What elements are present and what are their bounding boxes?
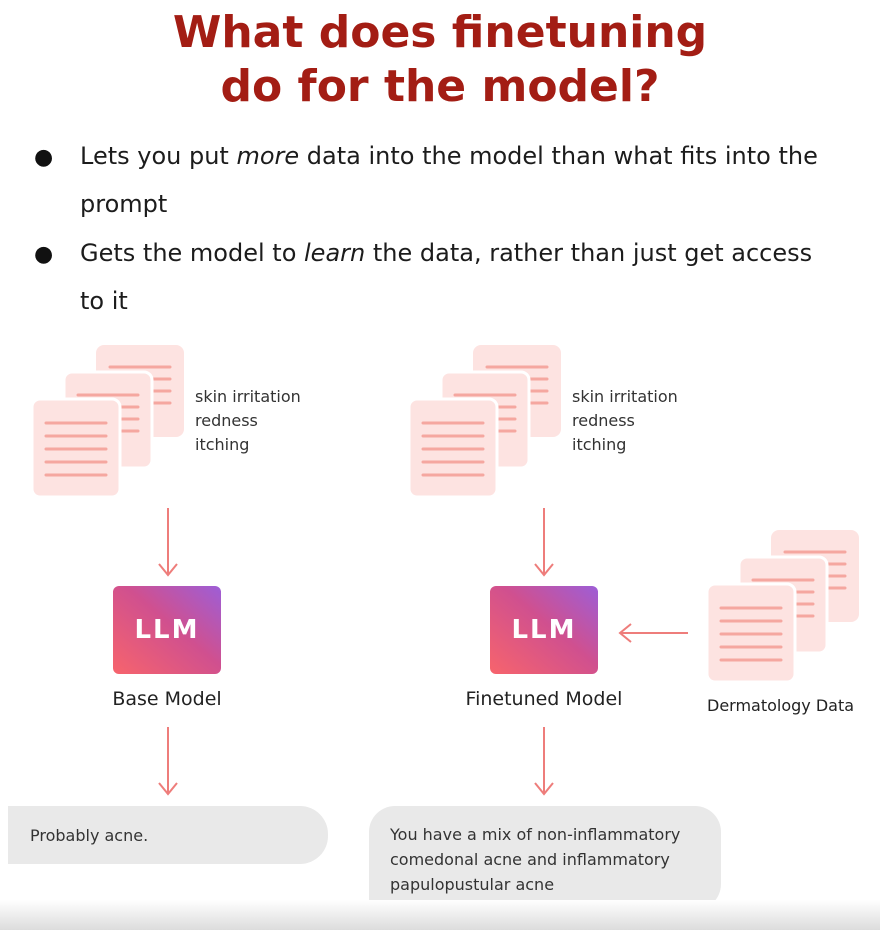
base-input-document-stack-icon <box>32 345 184 497</box>
title-line-1: What does finetuning <box>172 7 708 58</box>
base-output-bubble <box>8 806 328 864</box>
dermatology-data-label: Dermatology Data <box>707 696 855 715</box>
finetuned-input-terms: skin irritation redness itching <box>572 387 678 454</box>
title-line-2: do for the model? <box>220 61 660 112</box>
base-output-text: Probably acne. <box>30 826 149 845</box>
dermatology-data-document-stack-icon <box>707 530 859 682</box>
bullet-2-emphasis: learn <box>304 239 366 267</box>
bullet-dot-2: ● <box>34 242 54 267</box>
down-arrow-icon <box>535 727 553 794</box>
finetuned-llm-box: LLM <box>490 586 598 674</box>
bottom-shade <box>0 900 880 930</box>
bullet-1: Lets you put more data into the model than what fits into the prompt <box>80 142 818 218</box>
bullet-dot-1: ● <box>34 145 54 170</box>
finetuned-output-text: You have a mix of non-inflammatory comedonal acne and inflammatory papulopustular acne <box>390 825 681 894</box>
base-input-terms: skin irritation redness itching <box>195 387 301 454</box>
finetuned-model-label: Finetuned Model <box>465 688 623 710</box>
finetuned-input-document-stack-icon <box>409 345 561 497</box>
left-arrow-icon <box>620 624 688 642</box>
down-arrow-icon <box>159 727 177 794</box>
base-model-label: Base Model <box>112 688 222 710</box>
base-llm-box: LLM <box>113 586 221 674</box>
down-arrow-icon <box>535 508 553 575</box>
bullet-2: Gets the model to learn the data, rather than just get access to it <box>80 239 813 315</box>
finetuned-output-bubble <box>369 806 721 910</box>
bullet-1-emphasis: more <box>236 142 300 170</box>
down-arrow-icon <box>159 508 177 575</box>
